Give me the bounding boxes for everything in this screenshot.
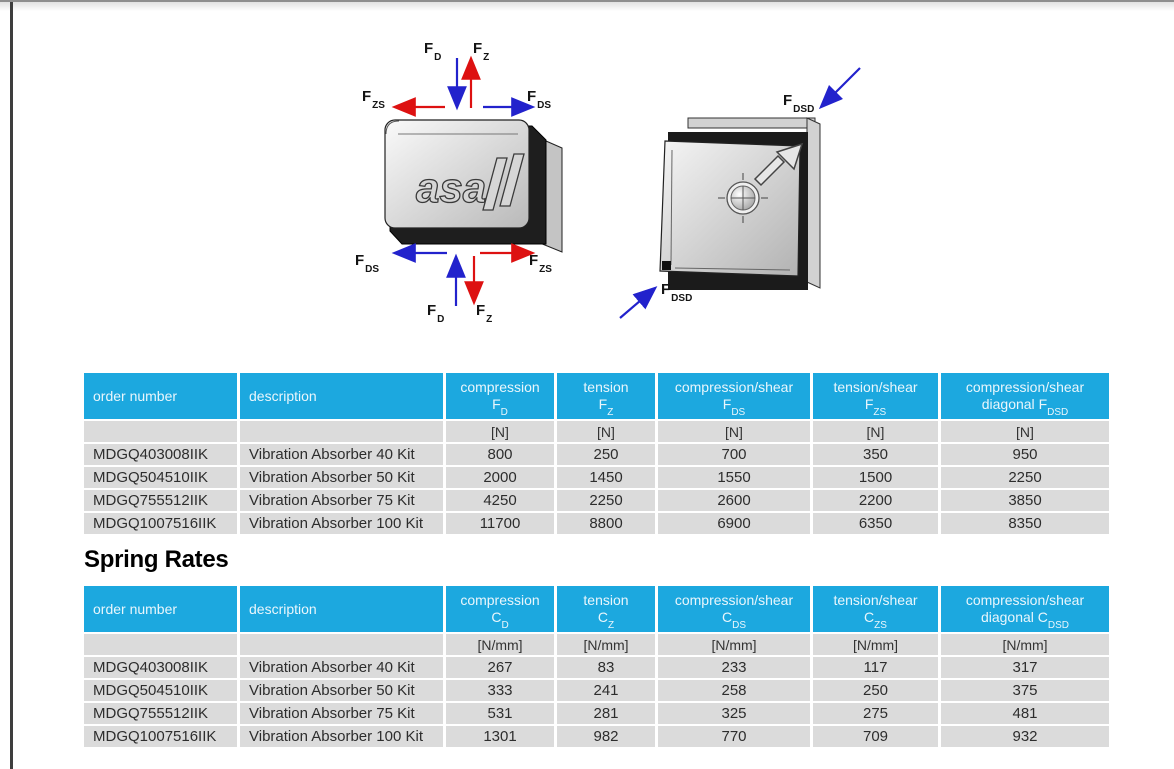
force-label-fdsd-bottom: $F_{DSD}$ [661, 281, 693, 304]
data-cell: 8800 [557, 513, 655, 534]
data-cell: 982 [557, 726, 655, 747]
unit-cell [84, 634, 237, 655]
force-label-fd-top: $F_D$ [424, 40, 442, 63]
table-row [84, 467, 1109, 488]
force-label-fds-top: $F_{DS}$ [527, 88, 552, 111]
header-cell-order-number: order number [84, 373, 237, 419]
data-cell: 241 [557, 680, 655, 701]
description-cell: Vibration Absorber 75 Kit [240, 490, 443, 511]
data-cell: 258 [658, 680, 810, 701]
data-cell: 233 [658, 657, 810, 678]
description-cell: Vibration Absorber 50 Kit [240, 680, 443, 701]
data-cell: 333 [446, 680, 554, 701]
data-cell: 350 [813, 444, 938, 465]
plate-back-strip-top [688, 118, 815, 128]
data-cell: 1301 [446, 726, 554, 747]
section-heading: Spring Rates [84, 546, 229, 573]
data-cell: 375 [941, 680, 1109, 701]
order-number-cell: MDGQ504510IIK [84, 467, 237, 488]
unit-cell: [N] [941, 421, 1109, 442]
header-cell-description: description [240, 586, 443, 632]
unit-cell [240, 421, 443, 442]
data-cell: 531 [446, 703, 554, 724]
data-cell: 8350 [941, 513, 1109, 534]
page-top-shadow [0, 2, 1174, 11]
data-cell: 1500 [813, 467, 938, 488]
units-row [84, 421, 1109, 442]
unit-cell: [N/mm] [941, 634, 1109, 655]
data-cell: 317 [941, 657, 1109, 678]
data-cell: 2200 [813, 490, 938, 511]
header-cell-tension: tension $F_Z$ [557, 373, 655, 419]
description-cell: Vibration Absorber 40 Kit [240, 657, 443, 678]
plate-corner-notch [662, 261, 671, 270]
order-number-cell: MDGQ755512IIK [84, 490, 237, 511]
unit-cell: [N] [813, 421, 938, 442]
force-label-fz-bottom: $F_Z$ [476, 302, 493, 325]
data-cell: 2250 [941, 467, 1109, 488]
brand-logo: asa [416, 164, 487, 211]
data-cell: 83 [557, 657, 655, 678]
arrow-fdsd-bottom-icon [620, 289, 654, 318]
absorber-block [385, 120, 562, 252]
table-row [84, 444, 1109, 465]
force-diagram-front [350, 30, 590, 345]
description-cell: Vibration Absorber 75 Kit [240, 703, 443, 724]
header-cell-order-number: order number [84, 586, 237, 632]
order-number-cell: MDGQ1007516IIK [84, 726, 237, 747]
data-cell: 325 [658, 703, 810, 724]
unit-cell: [N] [557, 421, 655, 442]
data-cell: 4250 [446, 490, 554, 511]
table-header-row [84, 373, 1109, 419]
table-row [84, 726, 1109, 747]
unit-cell [84, 421, 237, 442]
header-cell-tension-shear: tension/shear $F_{ZS}$ [813, 373, 938, 419]
data-cell: 2000 [446, 467, 554, 488]
plate-back-strip-right [807, 118, 820, 288]
data-cell: 6900 [658, 513, 810, 534]
header-cell-compression: compression $F_D$ [446, 373, 554, 419]
header-cell-compression-shear-diagonal: compression/shear diagonal $F_{DSD}$ [941, 373, 1109, 419]
order-number-cell: MDGQ504510IIK [84, 680, 237, 701]
table-header-row [84, 586, 1109, 632]
spring-rates-table [81, 584, 1112, 749]
force-label-fz-top: $F_Z$ [473, 40, 490, 63]
unit-cell: [N] [658, 421, 810, 442]
unit-cell: [N/mm] [658, 634, 810, 655]
data-cell: 281 [557, 703, 655, 724]
data-cell: 950 [941, 444, 1109, 465]
data-cell: 250 [813, 680, 938, 701]
force-label-fzs-bottom: $F_{ZS}$ [529, 252, 552, 275]
data-cell: 267 [446, 657, 554, 678]
data-cell: 700 [658, 444, 810, 465]
table-row [84, 703, 1109, 724]
force-label-fzs-top: $F_{ZS}$ [362, 88, 385, 111]
order-number-cell: MDGQ403008IIK [84, 657, 237, 678]
table-row [84, 680, 1109, 701]
header-cell-tension-shear: tension/shear $C_{ZS}$ [813, 586, 938, 632]
description-cell: Vibration Absorber 50 Kit [240, 467, 443, 488]
force-label-fds-bottom: $F_{DS}$ [355, 252, 380, 275]
data-cell: 117 [813, 657, 938, 678]
header-cell-description: description [240, 373, 443, 419]
data-cell: 770 [658, 726, 810, 747]
data-cell: 800 [446, 444, 554, 465]
data-cell: 3850 [941, 490, 1109, 511]
header-cell-compression-shear: compression/shear $F_{DS}$ [658, 373, 810, 419]
units-row [84, 634, 1109, 655]
data-cell: 1550 [658, 467, 810, 488]
unit-cell: [N] [446, 421, 554, 442]
data-cell: 275 [813, 703, 938, 724]
table-row [84, 513, 1109, 534]
header-cell-tension: tension $C_Z$ [557, 586, 655, 632]
data-cell: 250 [557, 444, 655, 465]
unit-cell: [N/mm] [813, 634, 938, 655]
data-cell: 2600 [658, 490, 810, 511]
data-cell: 709 [813, 726, 938, 747]
table-row [84, 490, 1109, 511]
data-cell: 1450 [557, 467, 655, 488]
unit-cell: [N/mm] [557, 634, 655, 655]
order-number-cell: MDGQ755512IIK [84, 703, 237, 724]
page-left-edge [10, 2, 13, 769]
table-row [84, 657, 1109, 678]
max-forces-table [81, 371, 1112, 536]
data-cell: 932 [941, 726, 1109, 747]
header-cell-compression-shear-diagonal: compression/shear diagonal $C_{DSD}$ [941, 586, 1109, 632]
data-cell: 2250 [557, 490, 655, 511]
data-cell: 11700 [446, 513, 554, 534]
force-label-fd-bottom: $F_D$ [427, 302, 445, 325]
header-cell-compression: compression $C_D$ [446, 586, 554, 632]
mounting-plate [660, 118, 820, 290]
header-cell-compression-shear: compression/shear $C_{DS}$ [658, 586, 810, 632]
description-cell: Vibration Absorber 40 Kit [240, 444, 443, 465]
order-number-cell: MDGQ1007516IIK [84, 513, 237, 534]
data-cell: 481 [941, 703, 1109, 724]
arrow-fdsd-top-icon [822, 68, 860, 106]
data-cell: 6350 [813, 513, 938, 534]
order-number-cell: MDGQ403008IIK [84, 444, 237, 465]
unit-cell [240, 634, 443, 655]
force-diagram-diagonal [610, 60, 880, 330]
force-label-fdsd-top: $F_{DSD}$ [783, 92, 815, 115]
description-cell: Vibration Absorber 100 Kit [240, 513, 443, 534]
description-cell: Vibration Absorber 100 Kit [240, 726, 443, 747]
unit-cell: [N/mm] [446, 634, 554, 655]
